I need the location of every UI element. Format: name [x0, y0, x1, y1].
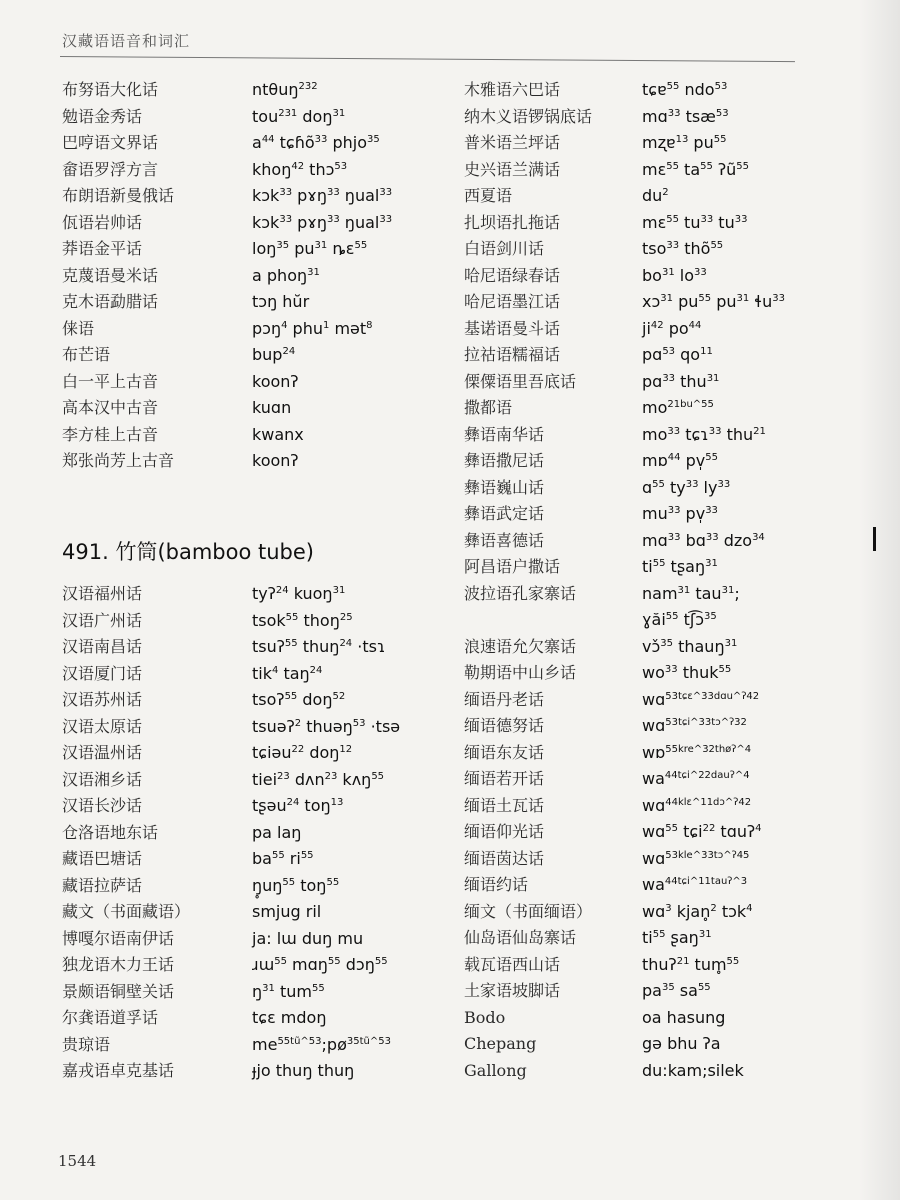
phonetic-form: $ŋ̥uŋ^{55}$ toŋ$^{55}$ [252, 875, 340, 895]
phonetic-form: tik$^4$ taŋ$^{24}$ [252, 663, 323, 683]
phonetic-form: koonʔ [252, 371, 299, 391]
dialect-name: 木雅语六巴话 [464, 80, 561, 99]
phonetic-form: $mo^{21bu\^{}55}$ [642, 398, 714, 417]
dialect-name: 贵琼语 [62, 1034, 111, 1054]
phonetic-form: ɹɯ$^{55}$ mɑŋ$^{55}$ dɔŋ$^{55}$ [252, 955, 388, 974]
phonetic-form: a phoŋ$^{31}$ [252, 265, 320, 285]
phonetic-form: tsoʔ$^{55}$ doŋ$^{52}$ [252, 690, 346, 709]
dialect-name: Gallong [464, 1060, 527, 1080]
dialect-name: 藏语拉萨话 [62, 875, 143, 895]
dialect-name: 汉语厦门话 [62, 663, 143, 683]
dialect-name: 彝语武定话 [464, 504, 545, 523]
dialect-name: 彝语巍山话 [464, 477, 545, 497]
phonetic-form: ɟjo thuŋ thuŋ [252, 1061, 355, 1080]
dialect-name: 汉语湘乡话 [62, 769, 143, 789]
dialect-name: 纳木义语锣锅底话 [464, 106, 593, 126]
dialect-name: Chepang [464, 1034, 537, 1053]
dialect-name: Bodo [464, 1007, 506, 1027]
phonetic-form: xɔ$^{31}$ $pu^{55}$ $pu^{31}$ ɬu$^{33}$ [642, 292, 786, 311]
dialect-name: 嘉戎语卓克基话 [62, 1061, 175, 1080]
phonetic-form: tɔŋ hŭr [252, 292, 310, 311]
dialect-name: 缅文（书面缅语） [464, 901, 593, 921]
dialect-name: 西夏语 [464, 186, 513, 205]
phonetic-form: $pa^{35}$ $sa^{55}$ [642, 981, 711, 1000]
phonetic-form: $ba^{55}$ $ri^{55}$ [252, 849, 314, 868]
phonetic-form: tso$^{33}$ thõ$^{55}$ [642, 239, 724, 258]
phonetic-form: wɑ$^{44klɛ\^{}11dɔ\^{}ʔ42}$ [642, 795, 752, 815]
dialect-name: 拉祜语糯福话 [464, 345, 561, 364]
dialect-name: 彝语南华话 [464, 424, 545, 444]
dialect-name: 哈尼语绿春话 [464, 265, 561, 285]
dialect-name: 藏语巴塘话 [62, 849, 143, 868]
dialect-name: 波拉语孔家寨话 [464, 583, 577, 603]
phonetic-form: tou$^{231}$ doŋ$^{31}$ [252, 106, 346, 126]
dialect-name: 史兴语兰满话 [464, 159, 561, 179]
phonetic-form: thuʔ$^{21}$ tum̥$^{55}$ [642, 954, 740, 974]
phonetic-form: tɕɛ mdoŋ [252, 1008, 327, 1027]
phonetic-form: ɣăi$^{55}$ tʃ͡ɔ$^{35}$ [642, 610, 717, 629]
dialect-name: 缅语东友话 [464, 742, 545, 762]
entry-heading [62, 536, 314, 566]
dialect-name: 勉语金秀话 [62, 106, 143, 126]
dialect-name: 汉语广州话 [62, 610, 143, 630]
dialect-name: 畲语罗浮方言 [62, 159, 159, 179]
dialect-name: 彝语撒尼话 [464, 451, 545, 470]
phonetic-form: mɛ$^{55}$ $ta^{55}$ ʔũ$^{55}$ [642, 159, 749, 179]
phonetic-form: kɔk$^{33}$ pɤŋ$^{33}$ ŋual$^{33}$ [252, 212, 393, 232]
phonetic-form: bup$^{24}$ [252, 345, 296, 364]
phonetic-form: $wo^{33}$ thuk$^{55}$ [642, 663, 732, 682]
phonetic-form: nam$^{31}$ tau$^{31}$; [642, 583, 740, 603]
phonetic-form: $bo^{31}$ $lo^{33}$ [642, 265, 707, 285]
dialect-name: 载瓦语西山话 [464, 954, 561, 974]
dialect-name: 克蔑语曼米话 [62, 265, 159, 285]
phonetic-form: gə bhu ʔa [642, 1034, 721, 1053]
dialect-name: 缅语德努话 [464, 716, 545, 735]
phonetic-form: pa laŋ [252, 822, 302, 842]
phonetic-form: tɕiəu$^{22}$ doŋ$^{12}$ [252, 743, 353, 762]
dialect-name: 汉语温州话 [62, 743, 143, 762]
phonetic-form: $ti^{55}$ ʂaŋ$^{31}$ [642, 928, 712, 947]
phonetic-form: $mu^{33}$ pv̩$^{33}$ [642, 504, 718, 523]
phonetic-form: tʂəu$^{24}$ toŋ$^{13}$ [252, 796, 344, 815]
phonetic-form: $ji^{42}$ $po^{44}$ [642, 318, 702, 338]
phonetic-form: koonʔ [252, 451, 299, 470]
dialect-name: 白一平上古音 [62, 371, 159, 391]
dialect-name: 哈尼语墨江话 [464, 292, 561, 311]
phonetic-form: ja: lɯ duŋ mu [252, 928, 364, 948]
phonetic-form: mɛ$^{55}$ $tu^{33}$ $tu^{33}$ [642, 212, 748, 232]
phonetic-form: wɒ$^{55kre\^{}32thøʔ\^{}4}$ [642, 742, 752, 762]
phonetic-form: wɑ$^{53kle\^{}33tɔ\^{}ʔ45}$ [642, 848, 750, 868]
dialect-name: 撒都语 [464, 398, 513, 417]
dialect-name: 莽语金平话 [62, 239, 143, 258]
dialect-name: 景颇语铜壁关话 [62, 981, 175, 1001]
phonetic-form: $ŋ^{31}$ tum$^{55}$ [252, 981, 325, 1001]
dialect-name: 高本汉中古音 [62, 398, 159, 417]
phonetic-form: tyʔ$^{24}$ kuoŋ$^{31}$ [252, 584, 346, 603]
entry-number: 491. [62, 540, 109, 564]
phonetic-form: pɔŋ$^4$ phu$^1$ mət$^8$ [252, 318, 373, 338]
running-head: 汉藏语语音和词汇 [62, 32, 191, 50]
dialect-name: 阿昌语户撒话 [464, 557, 561, 576]
dialect-name: 尔龚语道孚话 [62, 1008, 159, 1027]
entry-title: 竹筒(bamboo tube) [115, 540, 314, 564]
phonetic-form: du:kam;silek [642, 1060, 744, 1080]
dialect-name: 缅语茵达话 [464, 848, 545, 868]
dialect-name: 佤语岩帅话 [62, 212, 143, 232]
dialect-name: 缅语仰光话 [464, 822, 545, 841]
phonetic-form: mɑ$^{33}$ tsæ$^{53}$ [642, 106, 729, 126]
dialect-name: 勒期语中山乡话 [464, 663, 577, 682]
phonetic-form: vɔ̌$^{35}$ thauŋ$^{31}$ [642, 636, 738, 656]
phonetic-form: khoŋ$^{42}$ thɔ$^{53}$ [252, 159, 348, 179]
dialect-name: 汉语太原话 [62, 716, 143, 736]
dialect-name: 独龙语木力王话 [62, 955, 175, 974]
phonetic-form: tsok$^{55}$ thoŋ$^{25}$ [252, 610, 353, 630]
phonetic-form: oa hasung [642, 1007, 726, 1027]
dialect-name: 彝语喜德话 [464, 530, 545, 550]
dialect-name: 仙岛语仙岛寨话 [464, 928, 577, 947]
header-rule [60, 56, 795, 62]
phonetic-form: kuɑn [252, 398, 292, 417]
phonetic-form: mʐɐ$^{13}$ $pu^{55}$ [642, 133, 727, 152]
phonetic-form: pɑ$^{53}$ $qo^{11}$ [642, 345, 713, 364]
dialect-name: 仓洛语地东话 [62, 822, 159, 842]
edge-mark [873, 527, 876, 551]
dialect-name: 汉语苏州话 [62, 690, 143, 709]
phonetic-form: tɕɐ$^{55}$ ndo$^{53}$ [642, 80, 728, 99]
dialect-name: 布朗语新曼俄话 [62, 186, 175, 205]
phonetic-form: smjug ril [252, 902, 322, 921]
phonetic-form: $ti^{55}$ tʂaŋ$^{31}$ [642, 557, 718, 576]
phonetic-form: tiei$^{23}$ dʌn$^{23}$ kʌŋ$^{55}$ [252, 769, 385, 789]
dialect-name: 巴哼语文界话 [62, 133, 159, 152]
dialect-name: 扎坝语扎拖话 [464, 212, 561, 232]
dialect-name: 缅语约话 [464, 875, 529, 894]
phonetic-form: wɑ$^{53tɕi\^{}33tɔ\^{}ʔ32}$ [642, 716, 747, 735]
phonetic-form: tsuəʔ$^2$ thuəŋ$^{53}$ ·tsə [252, 716, 401, 736]
dialect-name: 郑张尚芳上古音 [62, 451, 175, 470]
phonetic-form: wɑ$^{55}$ tɕi$^{22}$ tɑuʔ$^4$ [642, 822, 762, 841]
dialect-name: 白语剑川话 [464, 239, 545, 258]
dialect-name: 克木语勐腊话 [62, 292, 159, 311]
dialect-name: 傈僳语里吾底话 [464, 371, 577, 391]
page-number: 1544 [58, 1152, 97, 1170]
dialect-name: 土家语坡脚话 [464, 981, 561, 1000]
phonetic-form: tsuʔ$^{55}$ thuŋ$^{24}$ ·tsɿ [252, 637, 386, 656]
phonetic-form: $a^{44}$ tɕɦõ$^{33}$ phjo$^{35}$ [252, 133, 380, 152]
phonetic-form: wɑ$^3$ kjan̥$^2$ tɔk$^4$ [642, 901, 753, 921]
dialect-name: 藏文（书面藏语） [62, 902, 191, 921]
dialect-name: 汉语福州话 [62, 584, 143, 603]
phonetic-form: $du^2$ [642, 186, 669, 205]
dialect-name: 缅语丹老话 [464, 689, 545, 709]
phonetic-form: mɒ$^{44}$ pv̩$^{55}$ [642, 451, 718, 470]
dialect-name: 缅语土瓦话 [464, 795, 545, 815]
phonetic-form: wɑ$^{53tɕɛ\^{}33dɑu\^{}ʔ42}$ [642, 689, 760, 709]
dialect-name: 布芒语 [62, 345, 111, 364]
phonetic-form: $wa^{44tɕi\^{}22dauʔ\^{}4}$ [642, 769, 750, 788]
phonetic-form: pɑ$^{33}$ thu$^{31}$ [642, 371, 720, 391]
phonetic-form: mɑ$^{33}$ bɑ$^{33}$ dzo$^{34}$ [642, 530, 765, 550]
phonetic-form: $mo^{33}$ tɕɿ$^{33}$ thu$^{21}$ [642, 424, 766, 444]
dialect-name: 缅语若开话 [464, 769, 545, 788]
phonetic-form: kwanx [252, 424, 304, 444]
phonetic-form: ɑ$^{55}$ $ty^{33}$ $ly^{33}$ [642, 477, 731, 497]
dialect-name: 浪速语允欠寨话 [464, 636, 577, 656]
dialect-name: 布努语大化话 [62, 80, 159, 99]
phonetic-form: ntθuŋ$^{232}$ [252, 80, 318, 99]
dialect-name: 汉语长沙话 [62, 796, 143, 815]
dialect-name: 李方桂上古音 [62, 424, 159, 444]
dialect-name: 汉语南昌话 [62, 637, 143, 656]
dialect-name: 博嘎尔语南伊话 [62, 928, 175, 948]
dialect-name: 普米语兰坪话 [464, 133, 561, 152]
phonetic-form: $wa^{44tɕi\^{}11tauʔ\^{}3}$ [642, 875, 748, 894]
dialect-name: 基诺语曼斗话 [464, 318, 561, 338]
phonetic-form: loŋ$^{35}$ $pu^{31}$ ȵɛ$^{55}$ [252, 239, 368, 258]
phonetic-form: kɔk$^{33}$ pɤŋ$^{33}$ ŋual$^{33}$ [252, 186, 393, 205]
dialect-name: 俫语 [62, 318, 95, 338]
page-edge-shadow [860, 0, 900, 1200]
phonetic-form: $me^{55tũ\^{}53};pø^{35tũ\^{}53}$ [252, 1034, 391, 1054]
